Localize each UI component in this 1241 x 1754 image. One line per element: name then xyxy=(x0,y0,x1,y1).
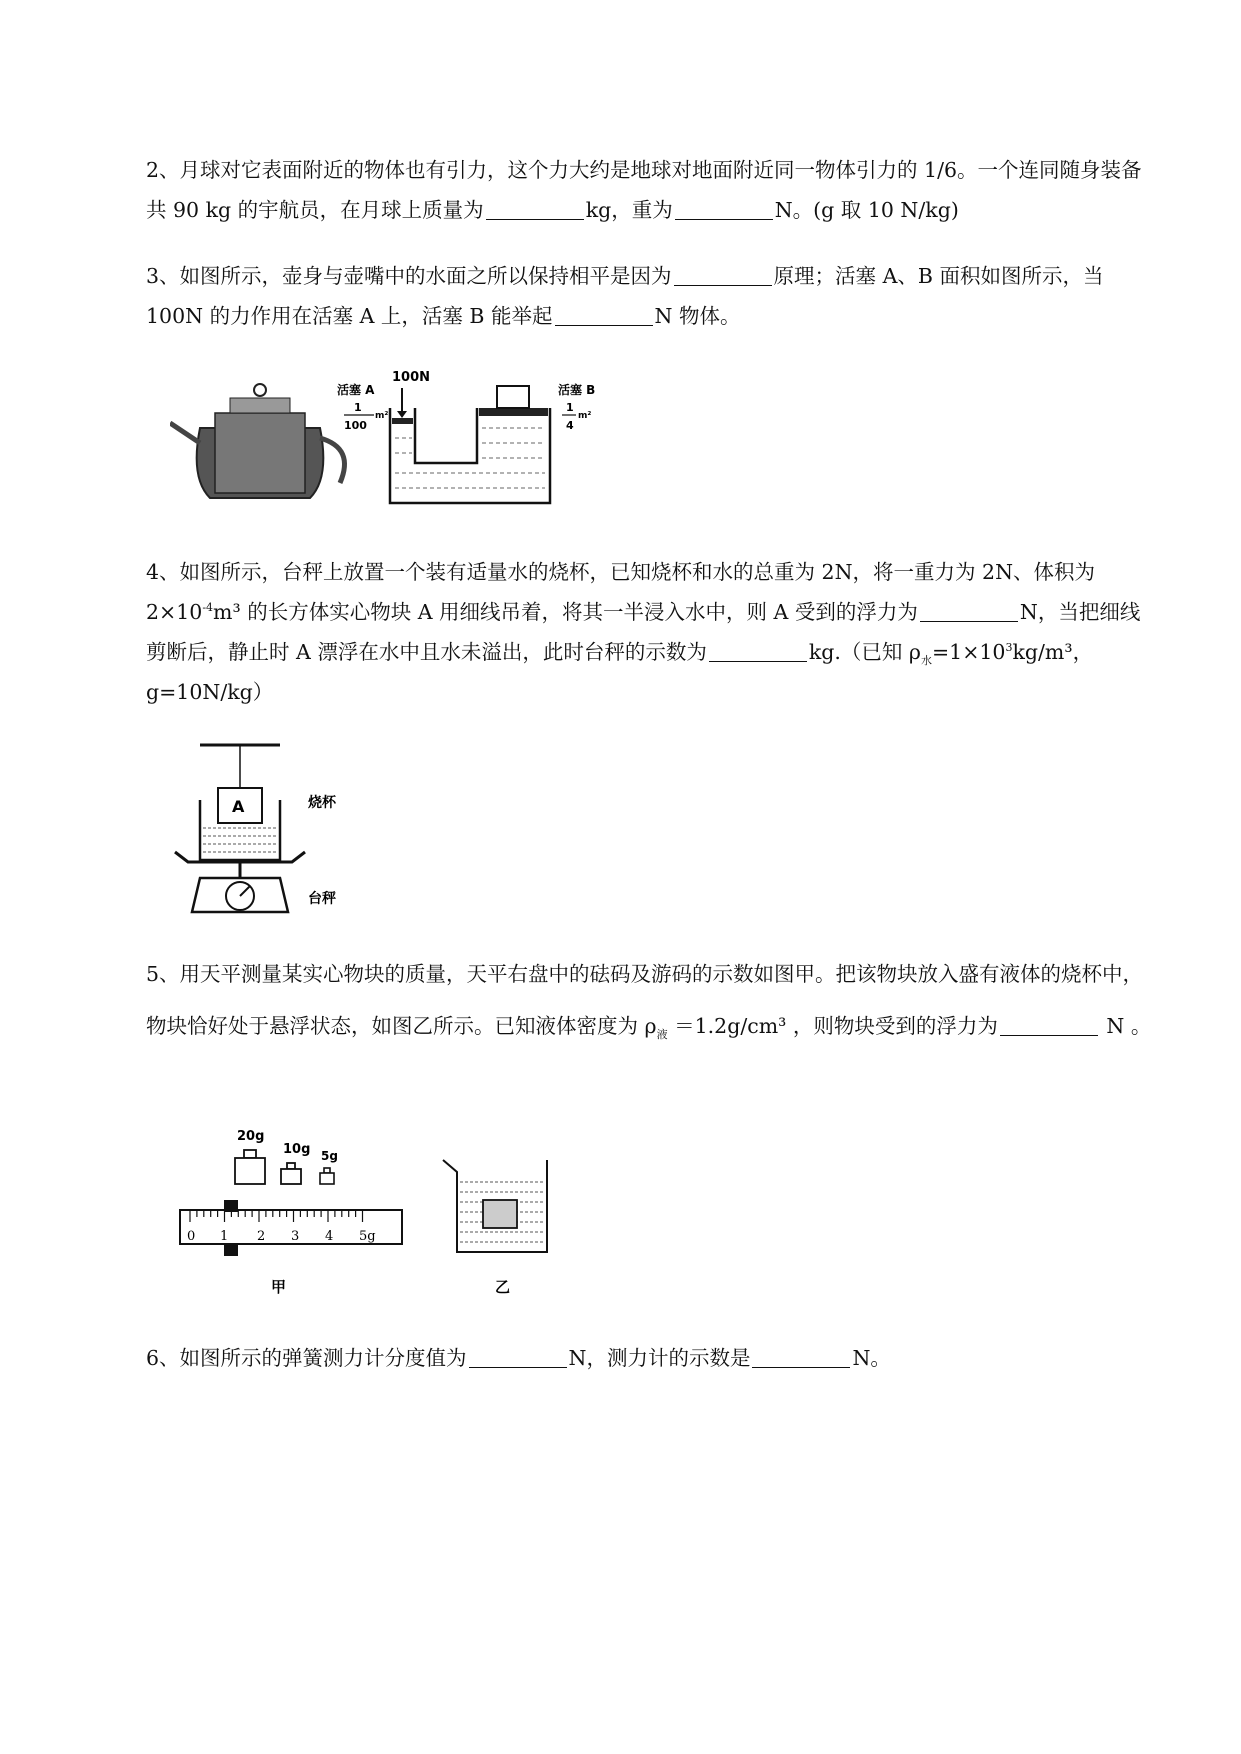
weight-10g-label: 10g xyxy=(283,1142,311,1157)
answer-blank[interactable] xyxy=(675,197,773,220)
rider-scale xyxy=(180,1200,402,1256)
answer-blank[interactable] xyxy=(486,197,584,220)
tick-label: 3 xyxy=(291,1229,300,1244)
answer-blank[interactable] xyxy=(1000,1013,1098,1036)
area-a-numerator: 1 xyxy=(354,401,362,414)
piston-b-label: 活塞 B xyxy=(558,383,596,397)
rider-bottom xyxy=(224,1244,238,1256)
question-6: 6、如图所示的弹簧测力计分度值为 N，测力计的示数是 N。 xyxy=(146,1346,891,1370)
area-unit: m² xyxy=(578,411,592,421)
tick-label: 4 xyxy=(325,1229,334,1244)
area-b-denominator: 4 xyxy=(566,419,574,432)
answer-blank[interactable] xyxy=(752,1345,850,1368)
suspended-block xyxy=(483,1200,517,1228)
weights-group xyxy=(235,1129,338,1184)
tick-label: 2 xyxy=(257,1229,266,1244)
figure-label-yi: 乙 xyxy=(495,1278,511,1296)
hydraulic-press-diagram xyxy=(337,370,595,503)
weight-5g xyxy=(320,1173,334,1184)
teapot-image xyxy=(170,384,345,498)
area-unit: m² xyxy=(375,411,389,421)
q3-figure xyxy=(170,368,620,518)
question-4: 4、如图所示，台秤上放置一个装有适量水的烧杯，已知烧杯和水的总重为 2N，将一重力为 2N、体积为 $2\times 10^{-4}m^3$ 的长方体实心物块 A 用细线吊着，将其一半浸入水中，则 A 受到的浮力为 N，当把细线剪断后，静止时 A 漂浮在水中且水未溢出，此时台秤的示数为 kg.（已知 $\rho_水=1\times 10^3kg/m^3$，g=10N/kg） xyxy=(146,560,1141,704)
figure-label-jia: 甲 xyxy=(271,1278,287,1296)
weight-20g xyxy=(235,1158,265,1184)
q4-figure xyxy=(170,740,380,920)
area-b-numerator: 1 xyxy=(566,401,574,414)
piston-a-label: 活塞 A xyxy=(337,383,375,397)
answer-blank[interactable] xyxy=(920,599,1018,622)
q5-figure xyxy=(175,1120,575,1310)
weight-10g xyxy=(281,1169,301,1184)
weight-5g-label: 5g xyxy=(321,1149,338,1163)
weight-20g-label: 20g xyxy=(237,1129,265,1144)
tick-label: 0 xyxy=(187,1229,196,1244)
beaker-label: 烧杯 xyxy=(308,795,336,811)
svg-text:A: A xyxy=(232,797,245,816)
answer-blank[interactable] xyxy=(674,263,772,286)
beaker-suspended-block xyxy=(443,1160,547,1252)
answer-blank[interactable] xyxy=(555,303,653,326)
question-3: 3、如图所示，壶身与壶嘴中的水面之所以保持相平是因为 原理；活塞 A、B 面积如图所示，当 100N 的力作用在活塞 A 上，活塞 B 能举起 N 物体。 xyxy=(146,264,1104,328)
force-label: 100N xyxy=(392,370,431,385)
question-2: 2、月球对它表面附近的物体也有引力，这个力大约是地球对地面附近同一物体引力的 1/6。一个连同随身装备共 90 kg 的宇航员，在月球上质量为 kg，重为 N。(g 取 10 N/kg) xyxy=(146,158,1142,222)
tick-label: 1 xyxy=(220,1229,229,1244)
rider-top xyxy=(224,1200,238,1212)
tick-label: 5g xyxy=(359,1229,376,1244)
question-5: 5、用天平测量某实心物块的质量，天平右盘中的砝码及游码的示数如图甲。把该物块放入盛有液体的烧杯中，物块恰好处于悬浮状态，如图乙所示。已知液体密度为 $\rho_液 =1.2g/cm^3$ ，则物块受到的浮力为 N 。 xyxy=(146,962,1152,1042)
answer-blank[interactable] xyxy=(469,1345,567,1368)
area-a-denominator: 100 xyxy=(344,419,367,432)
scale-label: 台秤 xyxy=(308,891,336,907)
answer-blank[interactable] xyxy=(709,639,807,662)
